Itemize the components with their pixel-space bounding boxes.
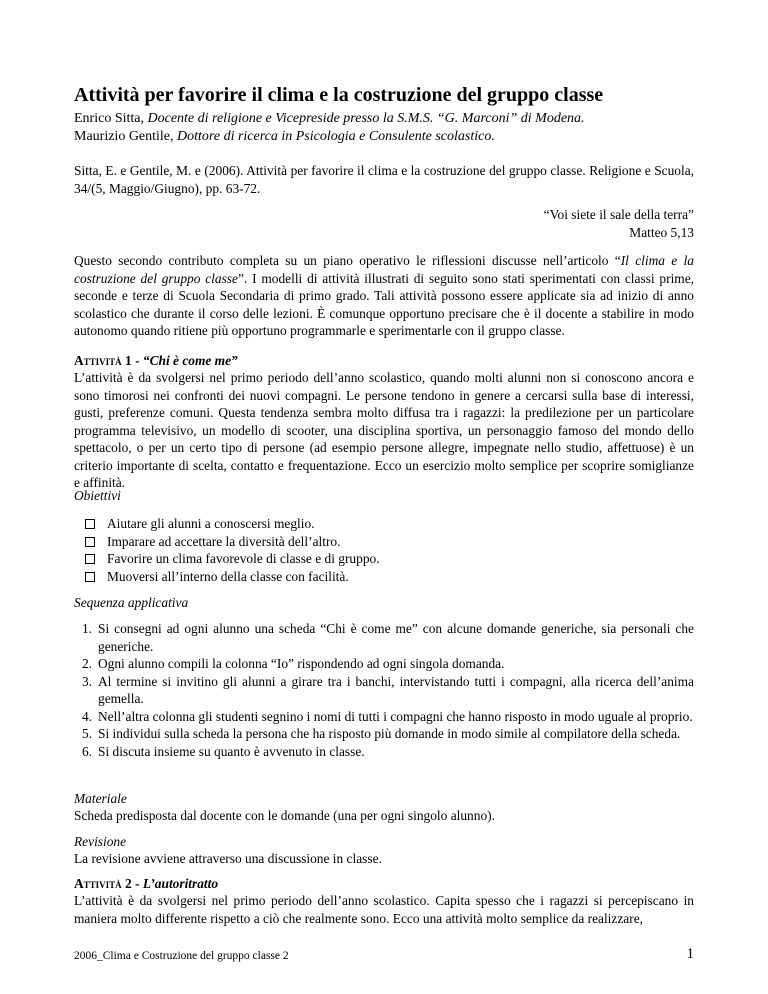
intro-paragraph xyxy=(74,252,694,340)
item-number: 6. xyxy=(81,743,92,759)
review-heading: Revisione xyxy=(74,834,127,849)
checkbox-bullet-icon xyxy=(85,519,95,529)
review-text: La revisione avviene attraverso una discussione in classe. xyxy=(74,851,382,866)
list-item xyxy=(74,550,380,568)
item-number: 3. xyxy=(81,673,92,689)
material-text: Scheda predisposta dal docente con le domande (una per ogni singolo alunno). xyxy=(74,808,495,823)
intro-article-title: Il clima e la costruzione del gruppo classe xyxy=(74,253,694,286)
author-line-2 xyxy=(74,129,495,145)
activity-1-text: L’attività è da svolgersi nel primo periodo dell’anno scolastico, quando molti alunni non si conoscono ancora e sono timorosi nei confronti dei nuovi compagni. Le persone tendono in genere a cercarsi sulla base di interessi, gusti, preferenze comuni. Questa tendenza sembra molto diffusa tra i ragazzi: la predilezione per un particolare programma televisivo, un modello di scooter, una disciplina sportiva, un personaggio famoso del mondo dello spettacolo, o per un certo tipo di persone (ad esempio persone allegre, impegnate nello studio, affettuose) è un criterio importante di scelta, contatto e frequentazione. Ecco un esercizio molto semplice per scoprire somiglianze e affinità. xyxy=(74,370,694,490)
epigraph-quote: “Voi siete il sale della terra” xyxy=(543,207,694,222)
document-title: Attività per favorire il clima e la costruzione del gruppo classe xyxy=(74,84,604,106)
item-text: Nell’altra colonna gli studenti segnino i nomi di tutti i compagni che hanno risposto in modo uguale al proprio. xyxy=(98,708,693,724)
objective-text: Imparare ad accettare la diversità dell’altro. xyxy=(107,533,341,549)
activity-1-heading xyxy=(74,353,238,369)
page-number: 1 xyxy=(686,946,694,962)
item-number: 2. xyxy=(81,656,92,671)
activity-title: L’autoritratto xyxy=(142,876,219,891)
author-role: Dottore di ricerca in Psicologia e Consulente scolastico. xyxy=(177,129,495,144)
list-item xyxy=(74,515,380,533)
objectives-heading: Obiettivi xyxy=(74,488,121,503)
item-number: 1. xyxy=(81,621,92,636)
list-item xyxy=(74,673,694,708)
item-text: Si individui sulla scheda la persona che ha risposto più domande in modo simile al compilatore della scheda. xyxy=(98,726,681,741)
objective-text: Muoversi all’interno della classe con facilità. xyxy=(107,568,349,584)
list-item xyxy=(74,655,694,673)
objective-text: Aiutare gli alunni a conoscersi meglio. xyxy=(107,516,315,531)
sequence-list xyxy=(74,620,694,760)
item-text: Al termine si invitino gli alunni a girare tra i banchi, intervistando tutti i compagni, alla ricerca dell’anima gemella. xyxy=(98,673,694,706)
activity-2-text: L’attività è da svolgersi nel primo periodo dell’anno scolastico. Capita spesso che i ragazzi si percepiscano in maniera molto differente rispetto a ciò che realmente sono. Ecco una attività molto semplice da realizzare, xyxy=(74,893,694,926)
sequence-heading: Sequenza applicativa xyxy=(74,595,189,610)
author-line-1 xyxy=(74,111,585,127)
activity-label: Attività 2 - xyxy=(74,876,140,891)
objective-text: Favorire un clima favorevole di classe e di gruppo. xyxy=(107,551,380,566)
list-item xyxy=(74,743,694,761)
material-heading: Materiale xyxy=(74,791,127,806)
objectives-list xyxy=(74,515,380,585)
author-name: Enrico Sitta, xyxy=(74,111,144,126)
activity-title: “Chi è come me” xyxy=(142,353,238,368)
activity-2-heading xyxy=(74,876,218,892)
item-number: 5. xyxy=(81,726,92,741)
activity-label: Attività 1 - xyxy=(74,353,140,368)
list-item xyxy=(74,620,694,655)
item-text: Ogni alunno compili la colonna “Io” rispondendo ad ogni singola domanda. xyxy=(98,656,505,671)
page-footer: 2006_Clima e Costruzione del gruppo classe 2 xyxy=(74,950,289,962)
checkbox-bullet-icon xyxy=(85,572,95,582)
list-item xyxy=(74,568,380,586)
list-item xyxy=(74,725,694,743)
item-text: Si discuta insieme su quanto è avvenuto in classe. xyxy=(98,743,365,759)
list-item xyxy=(74,708,694,726)
citation: Sitta, E. e Gentile, M. e (2006). Attività per favorire il clima e la costruzione del gruppo classe. Religione e Scuola, 34/(5, Maggio/Giugno), pp. 63-72. xyxy=(74,163,694,196)
list-item xyxy=(74,533,380,551)
author-role: Docente di religione e Vicepreside presso la S.M.S. “G. Marconi” di Modena. xyxy=(147,111,585,126)
checkbox-bullet-icon xyxy=(85,554,95,564)
item-text: Si consegni ad ogni alunno una scheda “Chi è come me” con alcune domande generiche, sia personali che generiche. xyxy=(98,621,694,654)
item-number: 4. xyxy=(81,708,92,724)
checkbox-bullet-icon xyxy=(85,537,95,547)
intro-text: Questo secondo contributo completa su un piano operativo le riflessioni discusse nell’articolo “ xyxy=(74,253,621,268)
epigraph-source: Matteo 5,13 xyxy=(629,225,694,240)
author-name: Maurizio Gentile, xyxy=(74,129,174,144)
intro-text: ”. I modelli di attività illustrati di seguito sono stati sperimentati con classi prime, seconde e terze di Scuola Secondaria di primo grado. Tali attività possono essere applicate sia ad inizio di anno scolastico che durante il corso delle lezioni. È comunque opportuno precisare che è il docente a stabilire in modo autonomo quando ritiene più opportuno programmarle e sperimentarle con il gruppo classe. xyxy=(74,270,694,338)
